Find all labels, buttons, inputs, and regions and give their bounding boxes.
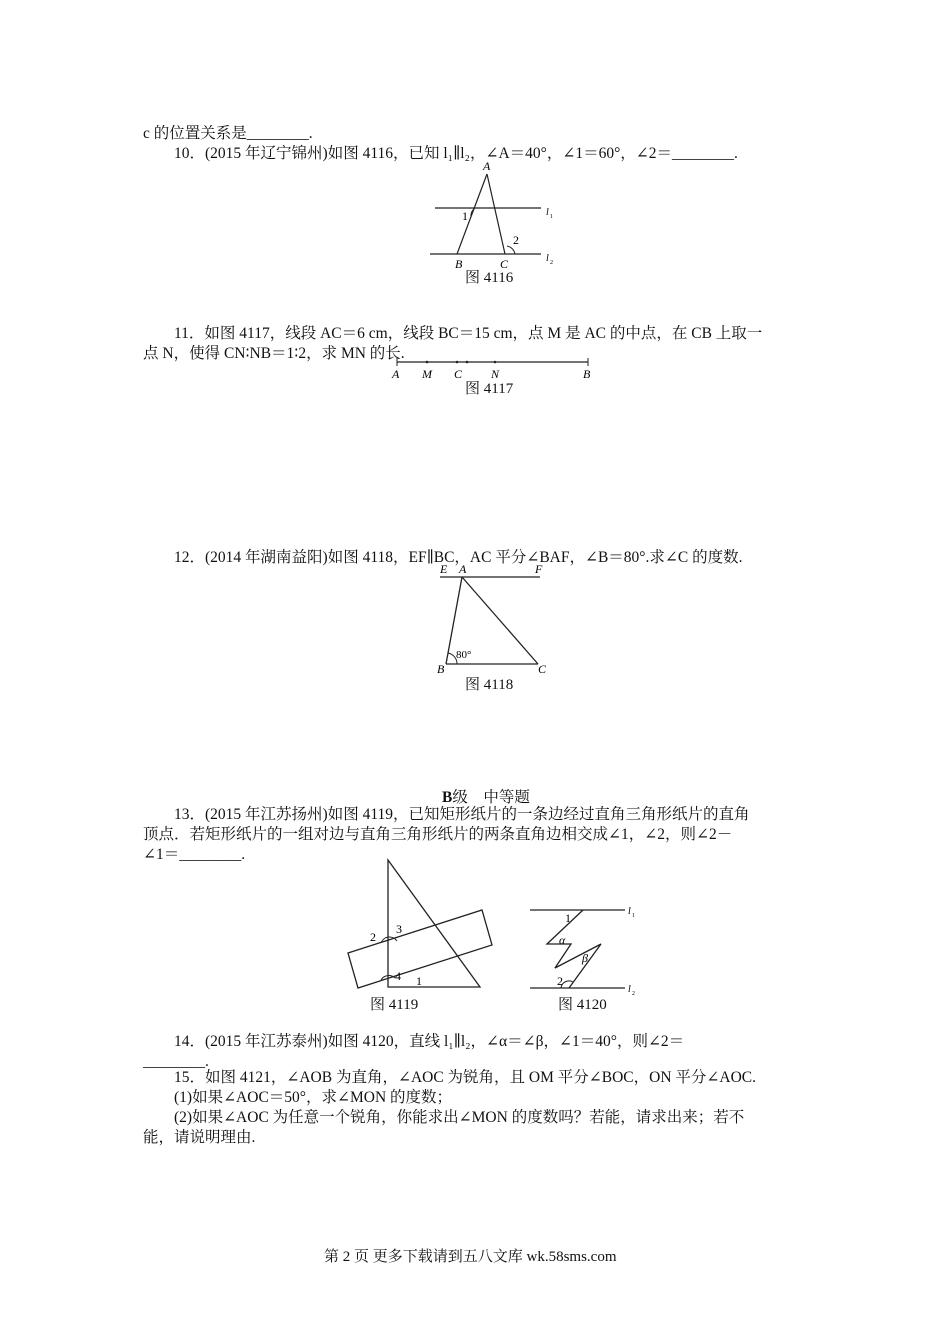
caption-4118: 图 4118 [465, 677, 514, 693]
label-n: N [491, 367, 500, 381]
figure-4119 [340, 855, 505, 995]
label-l1: l [628, 906, 631, 917]
label-angle-2: 2 [557, 974, 563, 988]
label-angle-3: 3 [396, 922, 402, 936]
label-alpha: α [559, 933, 566, 947]
question-13-line-3: ∠1＝________. [143, 846, 246, 863]
caption-4119: 图 4119 [370, 997, 419, 1013]
page-footer: 第 2 页 更多下载请到五八文库 wk.58sms.com [324, 1249, 617, 1265]
label-a: A [392, 367, 400, 381]
label-c: C [538, 662, 547, 676]
label-angle-2: 2 [513, 233, 519, 247]
label-l2-sub: 2 [632, 991, 635, 997]
label-angle-80: 80° [456, 649, 472, 661]
question-13-line-2: 顶点．若矩形纸片的一组对边与直角三角形纸片的两条直角边相交成∠1，∠2，则∠2－ [143, 826, 733, 843]
label-m: M [422, 367, 432, 381]
question-15-line-3: (2)如果∠AOC 为任意一个锐角，你能求出∠MON 的度数吗？若能，请求出来；若不 [174, 1109, 745, 1126]
zigzag-path [547, 910, 601, 988]
label-angle-2: 2 [370, 930, 376, 944]
label-angle-4: 4 [395, 969, 401, 983]
label-a: A [459, 562, 467, 576]
figure-4116 [425, 160, 565, 272]
question-13-line-1: 13．(2015 年江苏扬州)如图 4119，已知矩形纸片的一条边经过直角三角形纸片的直角 [174, 806, 750, 823]
label-c: C [500, 257, 509, 271]
section-heading [442, 785, 530, 807]
question-15-line-4: 能，请说明理由. [143, 1129, 256, 1146]
figure-4120 [525, 900, 650, 1000]
label-beta: β [582, 951, 588, 965]
label-l2: l [628, 984, 631, 995]
section-level: B [442, 789, 453, 806]
label-angle-1: 1 [416, 974, 422, 988]
label-b: B [455, 257, 463, 271]
section-title: 级 中等题 [452, 789, 530, 806]
label-l1-sub: 1 [550, 214, 553, 220]
label-l2: l [546, 253, 549, 264]
label-angle-1: 1 [565, 911, 571, 925]
question-15-line-2: (1)如果∠AOC＝50°，求∠MON 的度数； [174, 1089, 453, 1106]
label-e: E [440, 562, 448, 576]
caption-4120: 图 4120 [558, 997, 607, 1013]
question-10: 10．(2015 年辽宁锦州)如图 4116，已知 l₁∥l₂，∠A＝40°，∠1＝60°，∠2＝________. [174, 145, 738, 162]
label-l1-sub: 1 [632, 913, 635, 919]
text-line: c 的位置关系是________. [143, 125, 313, 142]
label-b: B [437, 662, 445, 676]
question-14-line-1: 14．(2015 年江苏泰州)如图 4120，直线 l₁∥l₂，∠α＝∠β，∠1＝40°，则∠2＝ [174, 1033, 685, 1050]
label-l2-sub: 2 [550, 260, 553, 266]
question-11-line-1: 11．如图 4117，线段 AC＝6 cm，线段 BC＝15 cm，点 M 是 AC 的中点，在 CB 上取一 [174, 325, 763, 342]
label-c: C [454, 367, 463, 381]
question-11-line-2: 点 N，使得 CN∶NB＝1∶2，求 MN 的长. [143, 345, 405, 362]
question-12: 12．(2014 年湖南益阳)如图 4118，EF∥BC，AC 平分∠BAF，∠B＝80°.求∠C 的度数. [174, 549, 743, 566]
figure-4117 [385, 355, 600, 383]
question-14-line-2: ________. [143, 1053, 209, 1070]
figure-4118 [430, 562, 555, 680]
caption-4116: 图 4116 [465, 270, 514, 286]
label-b: B [583, 367, 591, 381]
question-15-line-1: 15．如图 4121，∠AOB 为直角，∠AOC 为锐角，且 OM 平分∠BOC，ON 平分∠AOC. [174, 1069, 756, 1086]
caption-4117: 图 4117 [465, 381, 514, 397]
label-a: A [483, 159, 491, 173]
label-f: F [535, 562, 543, 576]
label-l1: l [546, 207, 549, 218]
label-angle-1: 1 [462, 209, 468, 223]
